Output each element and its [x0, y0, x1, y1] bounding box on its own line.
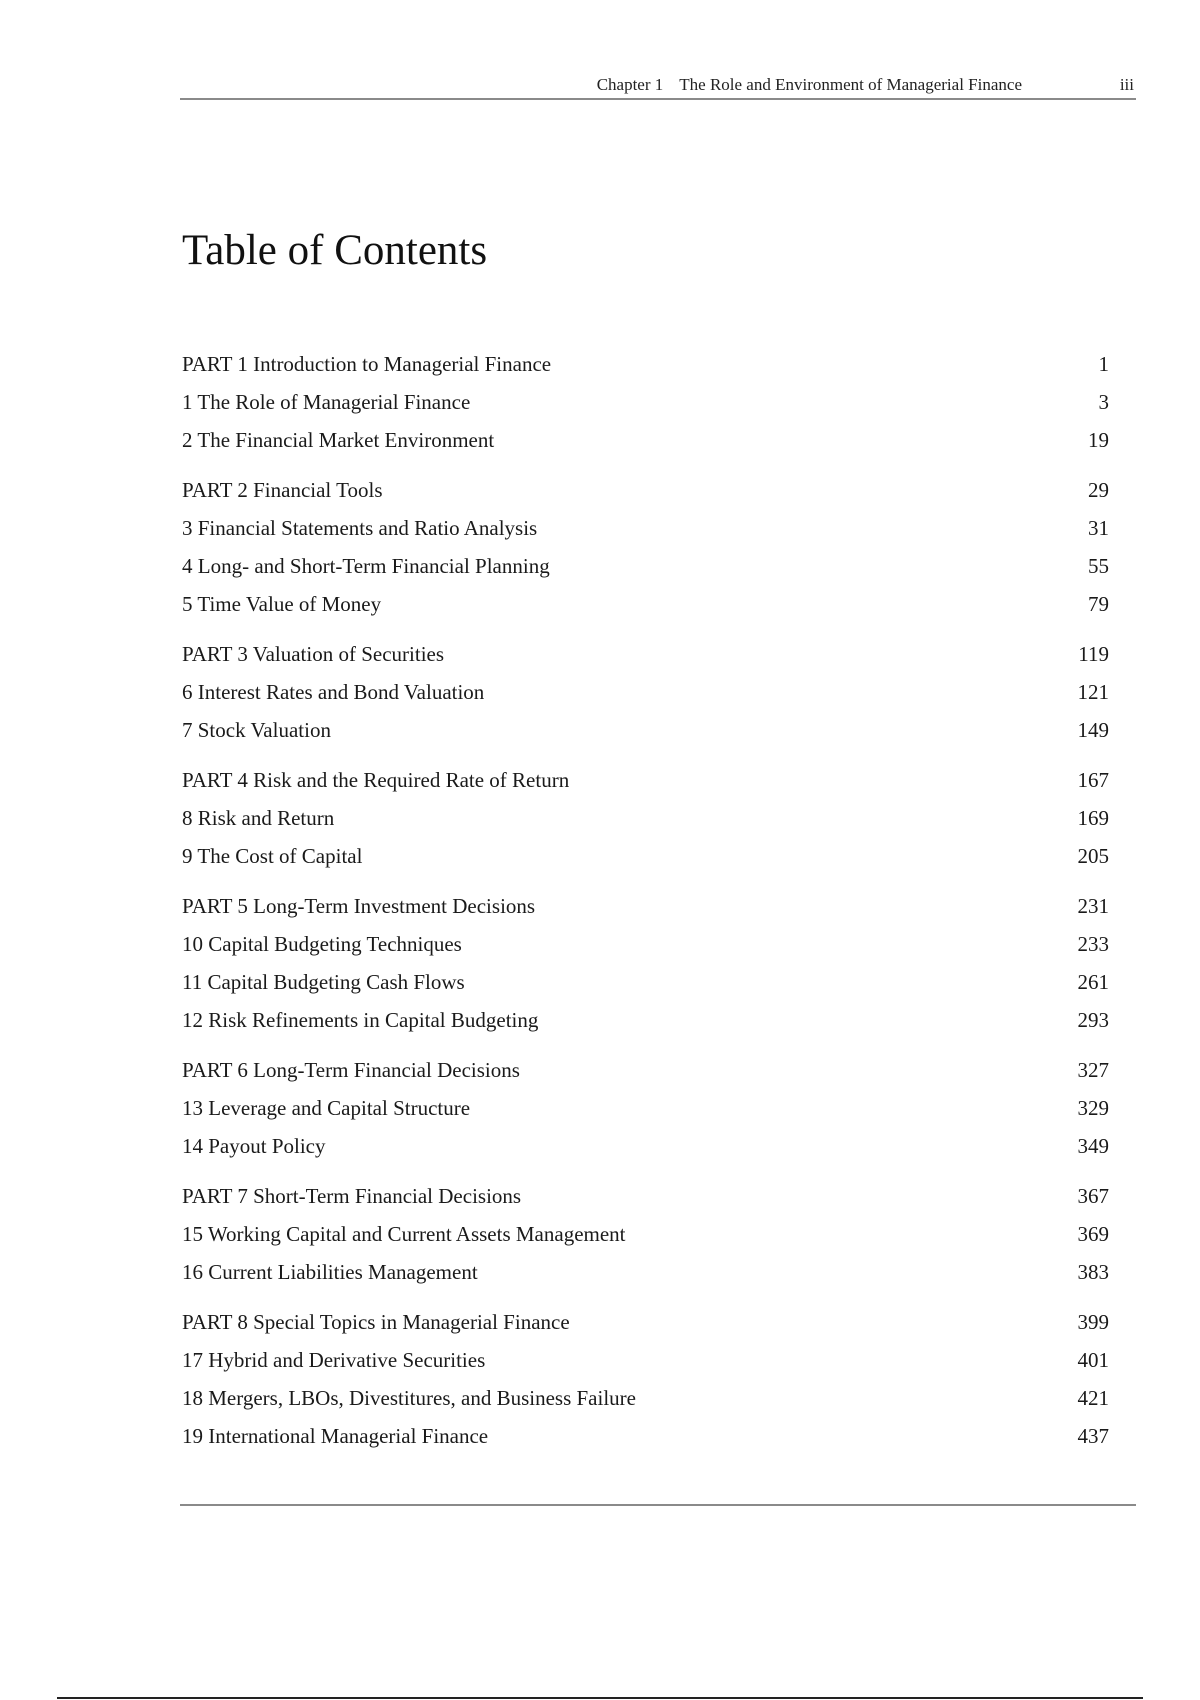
toc-entry-label: 8 Risk and Return — [182, 806, 335, 830]
toc-entry-label: 7 Stock Valuation — [182, 718, 331, 742]
toc-entry-page-number: 19 — [1088, 428, 1109, 452]
toc-entry-page-number: 369 — [1077, 1222, 1109, 1246]
toc-entry-label: PART 8 Special Topics in Managerial Finance — [182, 1310, 570, 1334]
toc-entry-label: 12 Risk Refinements in Capital Budgeting — [182, 1008, 539, 1032]
footer-rule — [180, 1504, 1136, 1506]
toc-entry-label: 5 Time Value of Money — [182, 592, 382, 616]
toc-part-group — [182, 471, 1109, 623]
page-edge-rule — [57, 1697, 1143, 1699]
toc-chapter-entry[interactable] — [182, 509, 1109, 547]
toc-chapter-entry[interactable] — [182, 1253, 1109, 1291]
toc-entry-page-number: 293 — [1077, 1008, 1109, 1032]
toc-entry-label: 9 The Cost of Capital — [182, 844, 363, 868]
toc-entry-page-number: 55 — [1088, 554, 1109, 578]
toc-part-entry[interactable] — [182, 635, 1109, 673]
toc-part-group — [182, 1177, 1109, 1291]
toc-entry-label: PART 5 Long-Term Investment Decisions — [182, 894, 536, 918]
toc-entry-page-number: 149 — [1077, 718, 1109, 742]
toc-entry-label: PART 1 Introduction to Managerial Finance — [182, 352, 552, 376]
toc-entry-page-number: 383 — [1077, 1260, 1109, 1284]
toc-chapter-entry[interactable] — [182, 1127, 1109, 1165]
toc-part-entry[interactable] — [182, 1051, 1109, 1089]
chapter-title: The Role and Environment of Managerial Finance — [679, 75, 1022, 94]
toc-chapter-entry[interactable] — [182, 799, 1109, 837]
toc-entry-label: 15 Working Capital and Current Assets Management — [182, 1222, 626, 1246]
toc-entry-page-number: 3 — [1098, 390, 1109, 414]
toc-entry-label: 2 The Financial Market Environment — [182, 428, 495, 452]
running-header-page-number: iii — [1119, 75, 1134, 94]
toc-entry-label: PART 6 Long-Term Financial Decisions — [182, 1058, 520, 1082]
toc-entry-label: PART 7 Short-Term Financial Decisions — [182, 1184, 522, 1208]
toc-part-group — [182, 345, 1109, 459]
toc-entry-page-number: 231 — [1077, 894, 1109, 918]
toc-part-entry[interactable] — [182, 1177, 1109, 1215]
toc-entry-page-number: 367 — [1077, 1184, 1109, 1208]
toc-entry-label: PART 4 Risk and the Required Rate of Return — [182, 768, 570, 792]
toc-part-group — [182, 635, 1109, 749]
toc-part-entry[interactable] — [182, 761, 1109, 799]
toc-entry-label: 11 Capital Budgeting Cash Flows — [182, 970, 465, 994]
toc-entry-page-number: 327 — [1077, 1058, 1109, 1082]
toc-part-entry[interactable] — [182, 1303, 1109, 1341]
toc-part-entry[interactable] — [182, 471, 1109, 509]
toc-entry-label: 1 The Role of Managerial Finance — [182, 390, 471, 414]
toc-entry-page-number: 167 — [1077, 768, 1109, 792]
toc-entry-label: 16 Current Liabilities Management — [182, 1260, 478, 1284]
toc-chapter-entry[interactable] — [182, 383, 1109, 421]
toc-entry-label: 3 Financial Statements and Ratio Analysis — [182, 516, 538, 540]
toc-entry-page-number: 401 — [1077, 1348, 1109, 1372]
toc-entry-label: 13 Leverage and Capital Structure — [182, 1096, 471, 1120]
page-title: Table of Contents — [182, 227, 488, 274]
toc-chapter-entry[interactable] — [182, 547, 1109, 585]
toc-entry-page-number: 29 — [1088, 478, 1109, 502]
toc-entry-page-number: 31 — [1088, 516, 1109, 540]
toc-part-group — [182, 1051, 1109, 1165]
toc-entry-page-number: 205 — [1077, 844, 1109, 868]
running-header — [180, 70, 1136, 100]
toc-entry-label: 14 Payout Policy — [182, 1134, 326, 1158]
toc-chapter-entry[interactable] — [182, 1089, 1109, 1127]
chapter-number: Chapter 1 — [596, 75, 664, 94]
toc-entry-label: PART 2 Financial Tools — [182, 478, 383, 502]
toc-chapter-entry[interactable] — [182, 1379, 1109, 1417]
toc-entry-page-number: 1 — [1098, 352, 1109, 376]
toc-chapter-entry[interactable] — [182, 925, 1109, 963]
toc-entry-label: 4 Long- and Short-Term Financial Planning — [182, 554, 550, 578]
toc-chapter-entry[interactable] — [182, 1341, 1109, 1379]
running-header-chapter — [597, 75, 1022, 95]
toc-chapter-entry[interactable] — [182, 1215, 1109, 1253]
toc-entry-label: 10 Capital Budgeting Techniques — [182, 932, 462, 956]
toc-entry-label: 17 Hybrid and Derivative Securities — [182, 1348, 486, 1372]
toc-entry-label: 18 Mergers, LBOs, Divestitures, and Business Failure — [182, 1386, 636, 1410]
toc-entry-page-number: 169 — [1077, 806, 1109, 830]
toc-chapter-entry[interactable] — [182, 963, 1109, 1001]
toc-entry-label: 6 Interest Rates and Bond Valuation — [182, 680, 485, 704]
toc-entry-page-number: 233 — [1077, 932, 1109, 956]
toc-chapter-entry[interactable] — [182, 837, 1109, 875]
toc-entry-page-number: 121 — [1077, 680, 1109, 704]
toc-entry-page-number: 79 — [1088, 592, 1109, 616]
toc-chapter-entry[interactable] — [182, 1417, 1109, 1455]
toc-entry-page-number: 399 — [1077, 1310, 1109, 1334]
toc-entry-page-number: 119 — [1078, 642, 1109, 666]
toc-entry-page-number: 437 — [1077, 1424, 1109, 1448]
toc-chapter-entry[interactable] — [182, 1001, 1109, 1039]
table-of-contents — [182, 345, 1109, 1467]
toc-part-group — [182, 887, 1109, 1039]
toc-part-group — [182, 761, 1109, 875]
toc-entry-page-number: 421 — [1077, 1386, 1109, 1410]
toc-entry-label: PART 3 Valuation of Securities — [182, 642, 445, 666]
toc-chapter-entry[interactable] — [182, 673, 1109, 711]
toc-chapter-entry[interactable] — [182, 421, 1109, 459]
toc-entry-page-number: 349 — [1077, 1134, 1109, 1158]
toc-part-group — [182, 1303, 1109, 1455]
toc-part-entry[interactable] — [182, 345, 1109, 383]
toc-part-entry[interactable] — [182, 887, 1109, 925]
toc-entry-page-number: 261 — [1077, 970, 1109, 994]
toc-entry-page-number: 329 — [1077, 1096, 1109, 1120]
toc-entry-label: 19 International Managerial Finance — [182, 1424, 489, 1448]
toc-chapter-entry[interactable] — [182, 585, 1109, 623]
toc-chapter-entry[interactable] — [182, 711, 1109, 749]
